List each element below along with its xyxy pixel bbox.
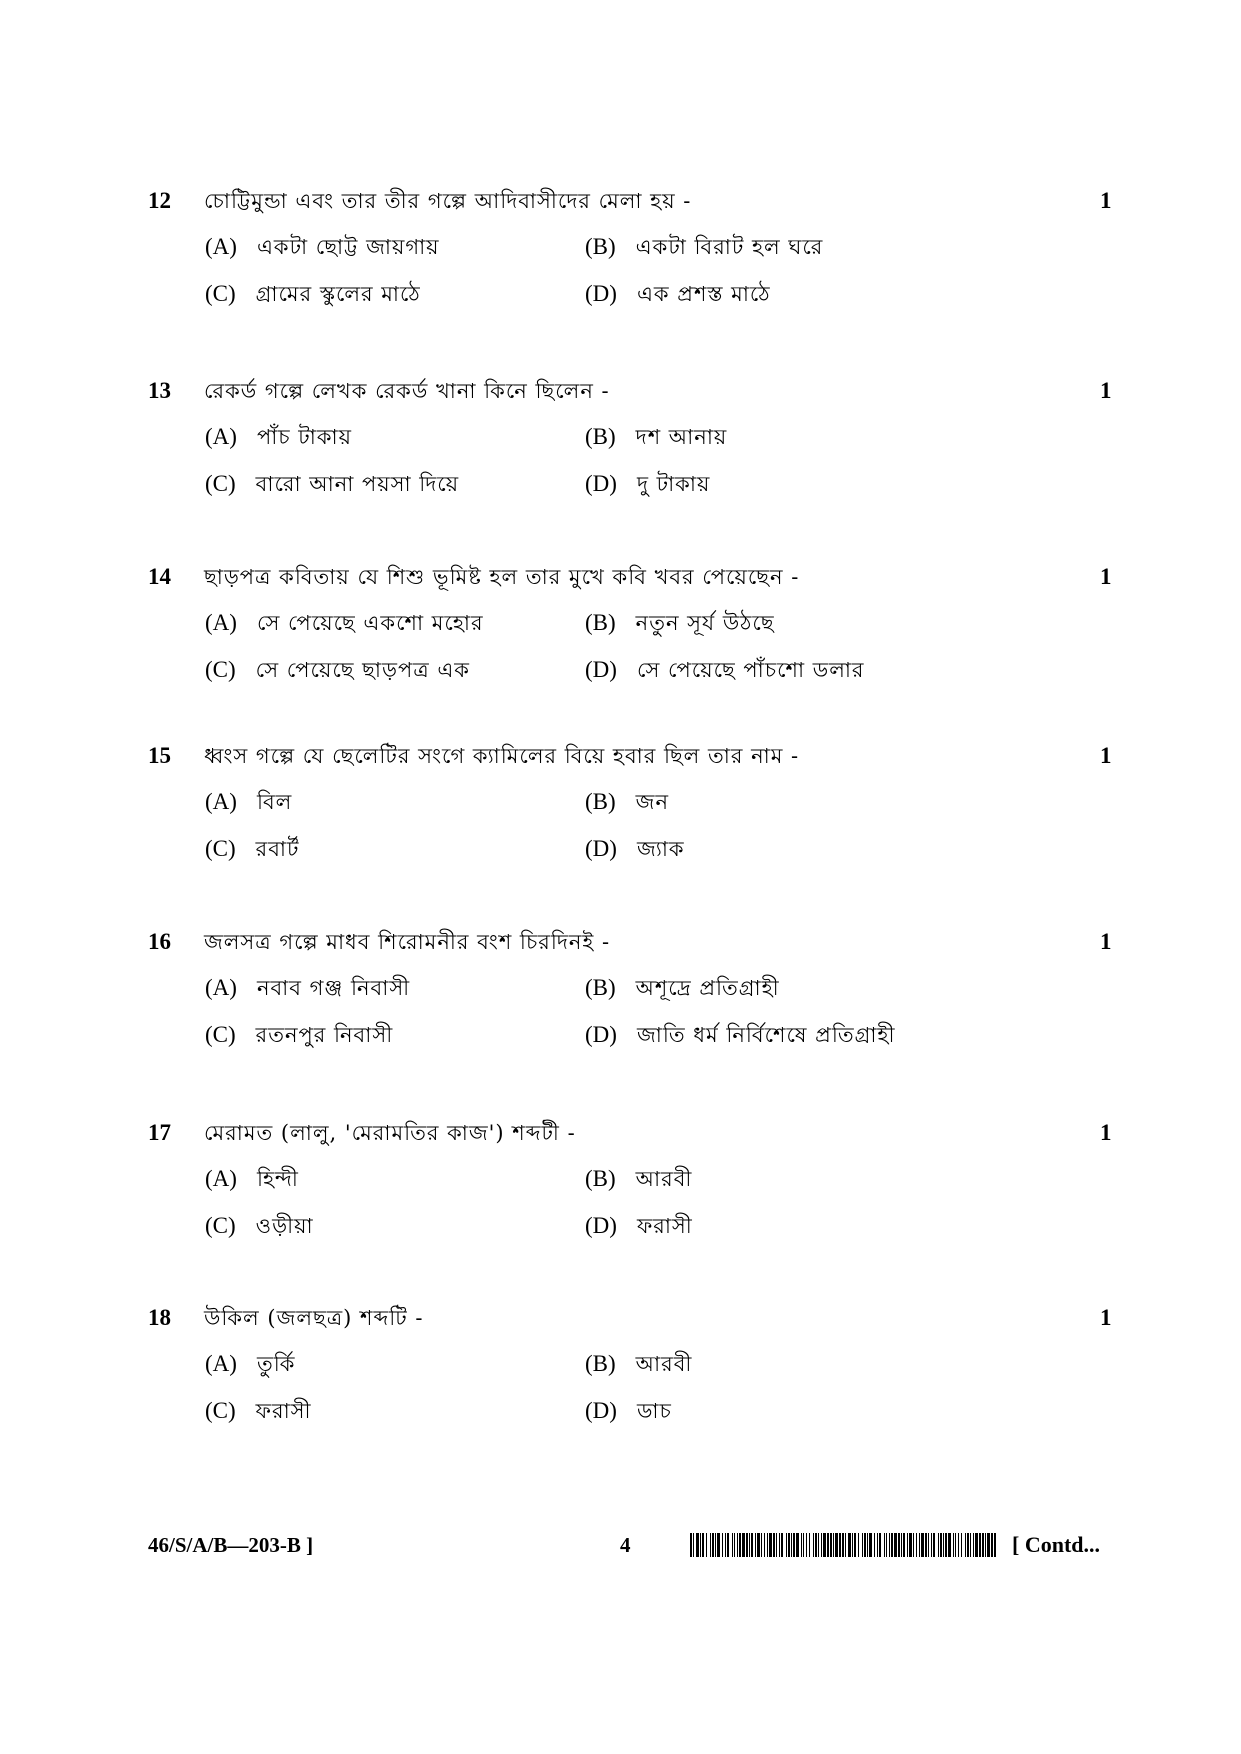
barcode-bar: [712, 1533, 714, 1557]
barcode-bar: [776, 1533, 777, 1557]
barcode-bar: [757, 1533, 760, 1557]
barcode-bar: [958, 1533, 959, 1557]
barcode-bar: [742, 1533, 745, 1557]
page-number: 4: [620, 1533, 631, 1557]
option-text: একটা ছোট্ট জায়গায়: [256, 235, 440, 259]
barcode-bar: [823, 1533, 826, 1557]
option-letter: (C): [205, 1213, 236, 1238]
option-b: [585, 787, 669, 817]
barcode-bar: [862, 1533, 863, 1557]
barcode-bar: [982, 1533, 984, 1557]
barcode-bar: [854, 1533, 856, 1557]
barcode-bar: [793, 1533, 795, 1557]
option-text: গ্রামের স্কুলের মাঠে: [255, 282, 421, 306]
barcode-bar: [961, 1533, 962, 1557]
barcode-bar: [761, 1533, 762, 1557]
option-text: সে পেয়েছে ছাড়পত্র এক: [255, 658, 470, 682]
barcode-bar: [710, 1533, 711, 1557]
barcode-bar: [916, 1533, 917, 1557]
barcode-bar: [818, 1533, 819, 1557]
option-a: [205, 1349, 295, 1379]
barcode-bar: [955, 1533, 956, 1557]
barcode-bar: [773, 1533, 775, 1557]
question-marks: 1: [1100, 1305, 1112, 1330]
option-text: তুর্কি: [256, 1352, 296, 1376]
barcode-bar: [884, 1533, 885, 1557]
barcode-bar: [845, 1533, 846, 1557]
option-c: [205, 834, 299, 864]
barcode-bar: [919, 1533, 920, 1557]
option-text: ওড়ীয়া: [255, 1214, 314, 1238]
barcode-image: [690, 1533, 996, 1557]
barcode-bar: [925, 1533, 927, 1557]
question-text: ছাড়পত্র কবিতায় যে শিশু ভূমিষ্ট হল তার মুখে কবি খবর পেয়েছেন -: [204, 565, 800, 589]
barcode-bar: [886, 1533, 887, 1557]
barcode-bar: [788, 1533, 790, 1557]
barcode-bar: [809, 1533, 810, 1557]
barcode-bar: [727, 1533, 729, 1557]
option-b: [585, 973, 780, 1003]
question-number: 13: [148, 378, 171, 403]
barcode-bar: [830, 1533, 832, 1557]
barcode-bar: [928, 1533, 929, 1557]
question-number: 12: [148, 188, 171, 213]
barcode-bar: [874, 1533, 875, 1557]
option-letter: (D): [585, 657, 617, 682]
barcode-bar: [755, 1533, 756, 1557]
option-text: আরবী: [635, 1352, 693, 1376]
option-letter: (B): [585, 789, 616, 814]
question-text: চোট্টিমুন্ডা এবং তার তীর গল্পে আদিবাসীদের মেলা হয় -: [204, 189, 692, 213]
question-number: 18: [148, 1305, 171, 1330]
barcode-bar: [913, 1533, 914, 1557]
question-number: 15: [148, 743, 171, 768]
page-footer: [0, 1530, 1241, 1570]
option-d: [585, 1396, 672, 1426]
option-letter: (A): [205, 1351, 237, 1376]
barcode-bar: [864, 1533, 866, 1557]
option-c: [205, 1211, 314, 1241]
option-b: [585, 1349, 692, 1379]
barcode-bar: [739, 1533, 741, 1557]
option-d: [585, 834, 685, 864]
option-letter: (B): [585, 424, 616, 449]
option-a: [205, 1164, 299, 1194]
option-text: বিল: [256, 790, 293, 814]
option-text: জাতি ধর্ম নির্বিশেষে প্রতিগ্রাহী: [636, 1023, 896, 1047]
question-marks: 1: [1100, 743, 1112, 768]
barcode-bar: [702, 1533, 704, 1557]
option-letter: (A): [205, 424, 237, 449]
option-text: রতনপুর নিবাসী: [255, 1023, 394, 1047]
option-text: ফরাসী: [255, 1399, 312, 1423]
option-letter: (D): [585, 281, 617, 306]
option-text: সে পেয়েছে একশো মহোর: [256, 611, 484, 635]
barcode-bar: [764, 1533, 765, 1557]
option-c: [205, 655, 470, 685]
barcode-bar: [751, 1533, 753, 1557]
barcode-bar: [889, 1533, 890, 1557]
option-letter: (D): [585, 836, 617, 861]
option-d: [585, 279, 771, 309]
question-text: রেকর্ড গল্পে লেখক রেকর্ড খানা কিনে ছিলেন -: [204, 379, 610, 403]
barcode-bar: [786, 1533, 787, 1557]
barcode-bar: [746, 1533, 748, 1557]
barcode-bar: [953, 1533, 954, 1557]
barcode-bar: [696, 1533, 699, 1557]
option-text: দশ আনায়: [635, 425, 728, 449]
question-13: [0, 376, 1241, 526]
option-b: [585, 1164, 692, 1194]
barcode-bar: [803, 1533, 804, 1557]
barcode-bar: [891, 1533, 893, 1557]
question-14: [0, 562, 1241, 712]
barcode-bar: [991, 1533, 993, 1557]
barcode-bar: [722, 1533, 723, 1557]
option-text: বারো আনা পয়সা দিয়ে: [255, 472, 460, 496]
barcode-bar: [994, 1533, 996, 1557]
option-d: [585, 655, 864, 685]
option-letter: (C): [205, 281, 236, 306]
barcode-bar: [987, 1533, 990, 1557]
barcode-bar: [867, 1533, 868, 1557]
question-number: 14: [148, 564, 171, 589]
question-15: [0, 741, 1241, 891]
option-text: জ্যাক: [636, 837, 685, 861]
option-c: [205, 1020, 393, 1050]
barcode-bar: [858, 1533, 859, 1557]
barcode-bar: [815, 1533, 817, 1557]
barcode-bar: [693, 1533, 694, 1557]
question-marks: 1: [1100, 378, 1112, 403]
barcode-bar: [848, 1533, 851, 1557]
barcode-bar: [833, 1533, 834, 1557]
barcode-bar: [737, 1533, 738, 1557]
option-letter: (D): [585, 1213, 617, 1238]
option-c: [205, 469, 459, 499]
question-12: [0, 186, 1241, 336]
barcode-bar: [706, 1533, 707, 1557]
option-letter: (C): [205, 1022, 236, 1047]
barcode-bar: [690, 1533, 692, 1557]
barcode-bar: [909, 1533, 912, 1557]
question-marks: 1: [1100, 929, 1112, 954]
barcode-bar: [813, 1533, 814, 1557]
option-letter: (B): [585, 975, 616, 1000]
barcode-bar: [835, 1533, 838, 1557]
option-d: [585, 469, 710, 499]
barcode-bar: [827, 1533, 829, 1557]
option-d: [585, 1020, 895, 1050]
option-letter: (D): [585, 471, 617, 496]
continued-label: [ Contd...: [1012, 1532, 1101, 1557]
option-a: [205, 608, 484, 638]
option-letter: (A): [205, 789, 237, 814]
barcode-bar: [965, 1533, 966, 1557]
option-text: পাঁচ টাকায়: [256, 425, 352, 449]
option-letter: (D): [585, 1398, 617, 1423]
barcode-bar: [700, 1533, 701, 1557]
barcode-bar: [869, 1533, 872, 1557]
barcode-bar: [839, 1533, 841, 1557]
barcode-bar: [973, 1533, 974, 1557]
question-number: 17: [148, 1120, 171, 1145]
option-text: একটা বিরাট হল ঘরে: [635, 235, 824, 259]
question-text: মেরামত (লালু, 'মেরামতির কাজ') শব্দটী -: [204, 1121, 576, 1145]
option-letter: (C): [205, 657, 236, 682]
option-letter: (D): [585, 1022, 617, 1047]
barcode-bar: [940, 1533, 942, 1557]
barcode-bar: [985, 1533, 986, 1557]
option-letter: (C): [205, 471, 236, 496]
barcode-bar: [717, 1533, 720, 1557]
barcode-bar: [938, 1533, 939, 1557]
barcode-bar: [852, 1533, 853, 1557]
option-letter: (A): [205, 1166, 237, 1191]
barcode-bar: [877, 1533, 878, 1557]
option-c: [205, 279, 421, 309]
option-text: অশূদ্রে প্রতিগ্রাহী: [635, 976, 780, 1000]
barcode-bar: [894, 1533, 897, 1557]
option-letter: (A): [205, 610, 237, 635]
question-17: [0, 1118, 1241, 1268]
option-text: ফরাসী: [636, 1214, 693, 1238]
barcode-bar: [734, 1533, 735, 1557]
option-text: ডাচ: [636, 1399, 672, 1423]
option-text: দু টাকায়: [636, 472, 711, 496]
option-text: জন: [635, 790, 669, 814]
option-text: নবাব গঞ্জ নিবাসী: [256, 976, 411, 1000]
barcode-bar: [821, 1533, 822, 1557]
option-letter: (A): [205, 975, 237, 1000]
barcode-bar: [975, 1533, 978, 1557]
option-letter: (A): [205, 234, 237, 259]
option-letter: (B): [585, 610, 616, 635]
option-text: রবার্ট: [255, 837, 300, 861]
barcode-bar: [749, 1533, 750, 1557]
question-16: [0, 927, 1241, 1077]
option-a: [205, 973, 410, 1003]
barcode-bar: [931, 1533, 932, 1557]
option-letter: (B): [585, 234, 616, 259]
question-number: 16: [148, 929, 171, 954]
barcode-bar: [879, 1533, 881, 1557]
barcode-bar: [806, 1533, 807, 1557]
barcode-bar: [921, 1533, 924, 1557]
barcode-bar: [796, 1533, 799, 1557]
option-letter: (C): [205, 1398, 236, 1423]
option-b: [585, 608, 775, 638]
option-a: [205, 422, 352, 452]
barcode-bar: [907, 1533, 908, 1557]
barcode-bar: [901, 1533, 902, 1557]
option-a: [205, 232, 440, 262]
option-text: এক প্রশস্ত মাঠে: [636, 282, 771, 306]
option-letter: (B): [585, 1166, 616, 1191]
barcode-bar: [903, 1533, 905, 1557]
barcode-bar: [791, 1533, 792, 1557]
option-d: [585, 1211, 693, 1241]
barcode-bar: [781, 1533, 783, 1557]
option-text: নতুন সূর্য উঠছে: [635, 611, 775, 635]
option-c: [205, 1396, 312, 1426]
barcode-bar: [943, 1533, 944, 1557]
barcode-bar: [979, 1533, 981, 1557]
option-letter: (B): [585, 1351, 616, 1376]
barcode-bar: [715, 1533, 716, 1557]
question-marks: 1: [1100, 188, 1112, 213]
barcode-bar: [967, 1533, 969, 1557]
option-b: [585, 422, 727, 452]
barcode-bar: [933, 1533, 935, 1557]
question-text: ধ্বংস গল্পে যে ছেলেটির সংগে ক্যামিলের বিয়ে হবার ছিল তার নাম -: [204, 744, 800, 768]
option-letter: (C): [205, 836, 236, 861]
barcode-bar: [767, 1533, 768, 1557]
barcode-bar: [801, 1533, 802, 1557]
option-text: আরবী: [635, 1167, 693, 1191]
question-marks: 1: [1100, 564, 1112, 589]
barcode-bar: [769, 1533, 772, 1557]
barcode-bar: [725, 1533, 726, 1557]
barcode-bar: [945, 1533, 947, 1557]
option-b: [585, 232, 823, 262]
barcode-bar: [898, 1533, 900, 1557]
barcode-bar: [779, 1533, 780, 1557]
option-a: [205, 787, 292, 817]
question-marks: 1: [1100, 1120, 1112, 1145]
question-18: [0, 1303, 1241, 1453]
paper-code: 46/S/A/B—203-B ]: [148, 1533, 314, 1557]
barcode-bar: [732, 1533, 733, 1557]
barcode-bar: [842, 1533, 844, 1557]
option-text: হিন্দী: [256, 1167, 299, 1191]
question-text: উকিল (জলছত্র) শব্দটি -: [204, 1306, 424, 1330]
question-text: জলসত্র গল্পে মাধব শিরোমনীর বংশ চিরদিনই -: [204, 930, 611, 954]
option-text: সে পেয়েছে পাঁচশো ডলার: [636, 658, 865, 682]
barcode-bar: [948, 1533, 951, 1557]
barcode-bar: [970, 1533, 971, 1557]
